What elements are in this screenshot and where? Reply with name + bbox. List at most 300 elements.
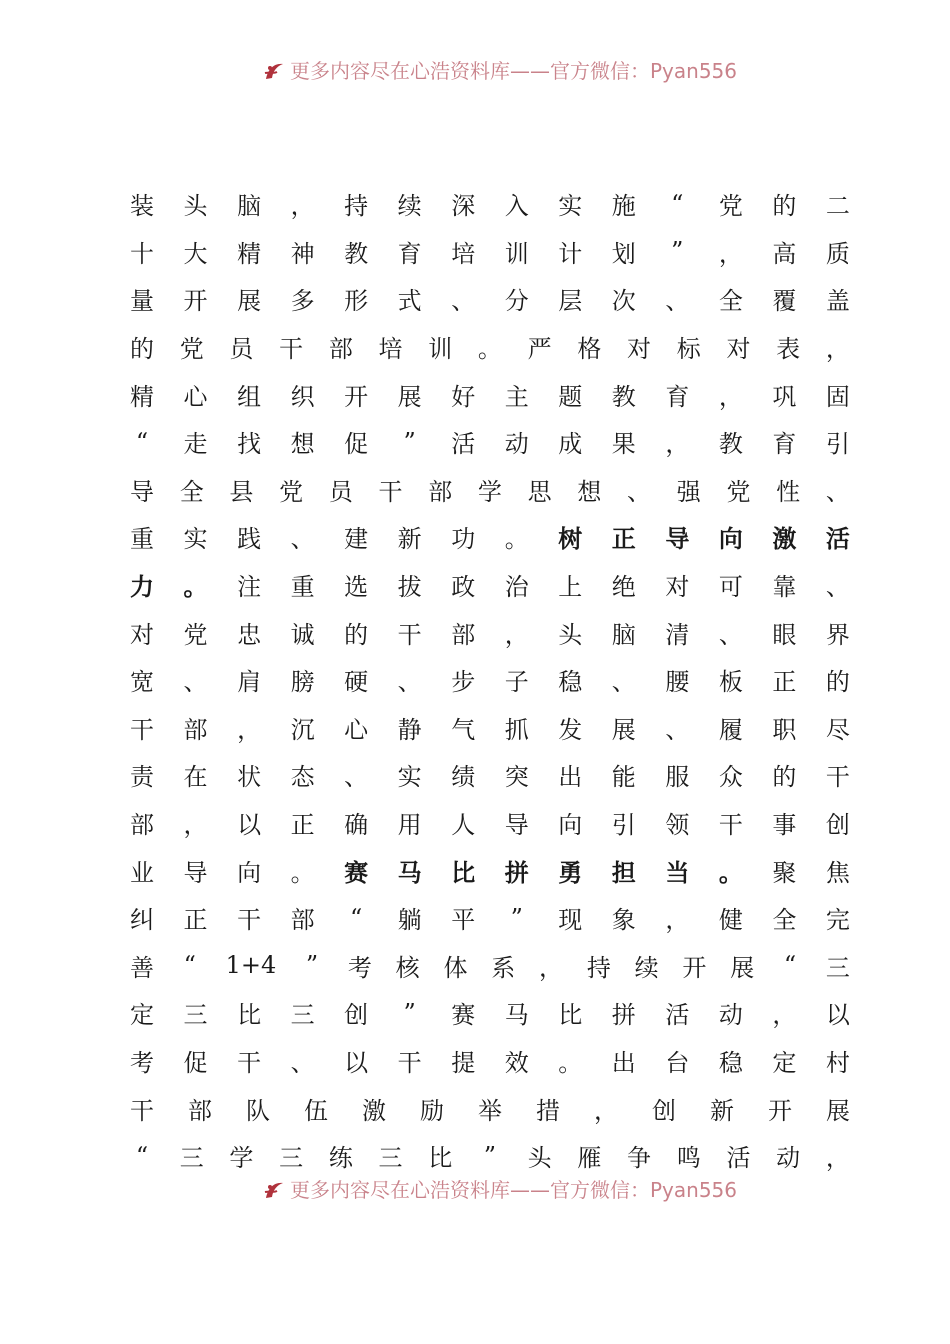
text-char: 肩: [237, 668, 262, 697]
text-char: 表: [776, 335, 801, 364]
text-char: 开: [682, 953, 707, 982]
text-char: 比: [451, 857, 476, 887]
text-line: [130, 704, 850, 752]
text-char: 绝: [611, 573, 636, 602]
text-char: 实: [183, 525, 208, 554]
text-char: 措: [536, 1096, 560, 1125]
text-char: 事: [772, 811, 797, 840]
text-char: 。: [290, 858, 315, 887]
text-char: 干: [279, 335, 304, 364]
text-char: 争: [627, 1144, 652, 1173]
text-line: [130, 942, 850, 990]
text-char: 多: [290, 287, 315, 316]
text-char: 的: [772, 763, 797, 792]
text-char: 系: [491, 953, 516, 982]
text-char: 固: [825, 382, 850, 411]
text-char: 展: [237, 287, 262, 316]
text-char: 绩: [451, 763, 476, 792]
text-char: 三: [179, 1144, 204, 1173]
text-char: 新: [397, 525, 422, 554]
text-char: ，: [665, 430, 690, 459]
text-char: 育: [665, 382, 690, 411]
text-char: 以: [237, 811, 262, 840]
text-char: 式: [397, 287, 422, 316]
text-char: 促: [344, 430, 369, 459]
text-char: 部: [183, 715, 208, 744]
text-char: 育: [397, 239, 422, 268]
text-line: [130, 751, 850, 799]
text-char: 想: [290, 430, 315, 459]
text-char: 沉: [290, 715, 315, 744]
text-char: 村: [825, 1048, 850, 1077]
text-char: 分: [504, 287, 529, 316]
text-char: ，: [718, 239, 743, 268]
text-char: 、: [451, 287, 476, 316]
text-char: 完: [825, 906, 850, 935]
text-char: 状: [237, 763, 262, 792]
text-char: ”: [483, 1141, 497, 1170]
text-char: 、: [825, 573, 850, 602]
text-char: 部: [328, 335, 353, 364]
text-char: 找: [237, 430, 262, 459]
text-char: 抓: [504, 715, 529, 744]
text-char: 头: [527, 1144, 552, 1173]
text-char: 党: [179, 335, 204, 364]
text-char: 眼: [772, 620, 797, 649]
text-char: 脑: [237, 192, 262, 221]
text-char: ，: [539, 953, 564, 982]
text-char: 计: [558, 239, 583, 268]
text-char: 脑: [611, 620, 636, 649]
text-char: 二: [825, 192, 850, 221]
text-char: 上: [558, 573, 583, 602]
text-char: 雁: [577, 1144, 602, 1173]
text-char: 干: [718, 811, 743, 840]
text-char: 马: [504, 1001, 529, 1030]
text-char: 三: [825, 953, 850, 982]
text-char: 功: [451, 525, 476, 554]
text-char: “: [671, 189, 684, 218]
text-char: ，: [825, 335, 850, 364]
text-char: 全: [179, 477, 204, 506]
text-char: 勇: [558, 857, 583, 887]
text-char: 举: [478, 1096, 502, 1125]
text-char: 干: [378, 477, 403, 506]
text-char: 开: [768, 1096, 792, 1125]
text-line: [130, 894, 850, 942]
text-char: 教: [344, 239, 369, 268]
text-char: 动: [718, 1001, 743, 1030]
text-char: 对: [665, 573, 690, 602]
text-char: 引: [611, 811, 636, 840]
text-char: 严: [527, 335, 552, 364]
text-char: 向: [718, 524, 743, 554]
text-char: 头: [558, 620, 583, 649]
text-char: 建: [344, 525, 369, 554]
text-char: ，: [183, 811, 208, 840]
text-char: “: [135, 427, 149, 456]
text-char: 服: [665, 763, 690, 792]
text-char: 形: [344, 287, 369, 316]
text-char: 静: [397, 715, 422, 744]
text-char: 。: [504, 525, 529, 554]
text-char: 创: [652, 1096, 676, 1125]
text-char: 躺: [397, 906, 422, 935]
text-char: 能: [611, 763, 636, 792]
text-char: 稳: [718, 1048, 743, 1077]
text-char: 、: [718, 620, 743, 649]
text-char: 平: [451, 906, 476, 935]
text-char: 施: [611, 192, 636, 221]
text-char: 动: [776, 1144, 801, 1173]
text-line: [130, 799, 850, 847]
text-char: 定: [772, 1048, 797, 1077]
text-char: 训: [504, 239, 529, 268]
text-char: 选: [344, 573, 369, 602]
text-char: 正: [290, 811, 315, 840]
text-char: 巩: [772, 382, 797, 411]
text-char: 练: [328, 1144, 353, 1173]
text-char: ，: [237, 715, 262, 744]
text-char: 领: [665, 811, 690, 840]
text-char: 学: [229, 1144, 254, 1173]
text-char: 学: [477, 477, 502, 506]
text-char: 导: [183, 858, 208, 887]
text-char: 象: [611, 906, 636, 935]
text-char: 注: [237, 573, 262, 602]
text-char: 神: [290, 239, 315, 268]
text-char: 培: [451, 239, 476, 268]
text-char: 马: [397, 857, 422, 887]
text-char: 宽: [130, 668, 154, 697]
text-char: 装: [130, 192, 154, 221]
text-char: 比: [558, 1001, 583, 1030]
text-char: 想: [577, 477, 602, 506]
text-char: 出: [611, 1048, 636, 1077]
text-char: 织: [290, 382, 315, 411]
text-char: 性: [776, 477, 801, 506]
text-char: ，: [504, 620, 529, 649]
text-char: 。: [558, 1048, 583, 1077]
text-char: “: [349, 903, 363, 932]
text-char: 气: [451, 715, 476, 744]
text-char: 活: [726, 1144, 751, 1173]
text-char: 稳: [558, 668, 583, 697]
text-char: 标: [676, 335, 701, 364]
text-char: 、: [611, 668, 636, 697]
text-char: 干: [397, 1048, 422, 1077]
text-char: 持: [344, 192, 369, 221]
text-char: 部: [451, 620, 476, 649]
text-char: 格: [577, 335, 602, 364]
text-char: ，: [665, 906, 690, 935]
text-char: 赛: [451, 1001, 476, 1030]
text-line: [130, 180, 850, 228]
text-char: 的: [130, 335, 154, 364]
text-line: [130, 1037, 850, 1085]
text-char: 以: [825, 1001, 850, 1030]
text-char: 导: [665, 524, 690, 554]
text-char: 重: [290, 573, 315, 602]
text-char: 三: [378, 1144, 403, 1173]
text-char: ”: [403, 427, 416, 456]
text-char: 部: [188, 1096, 212, 1125]
text-char: 实: [558, 192, 583, 221]
text-char: 持: [586, 953, 611, 982]
text-char: 界: [825, 620, 850, 649]
text-char: 、: [344, 763, 369, 792]
text-char: 拼: [504, 857, 529, 887]
text-char: 实: [397, 763, 422, 792]
text-char: 励: [420, 1096, 444, 1125]
text-char: 履: [718, 715, 743, 744]
text-char: 部: [290, 906, 315, 935]
text-char: 心: [183, 382, 208, 411]
text-char: 的: [772, 192, 797, 221]
text-char: 党: [279, 477, 304, 506]
body-text: [130, 180, 850, 1179]
text-char: 确: [344, 811, 369, 840]
text-char: 。: [718, 857, 743, 887]
watermark-footer: [0, 1174, 950, 1204]
text-char: 激: [772, 524, 797, 554]
text-char: 树: [558, 524, 583, 554]
text-char: 台: [665, 1048, 690, 1077]
text-char: 培: [378, 335, 403, 364]
red-flag-logo-icon: [262, 59, 286, 83]
text-char: 续: [397, 192, 422, 221]
text-char: 担: [611, 857, 636, 887]
text-char: 干: [397, 620, 422, 649]
text-char: 子: [504, 668, 529, 697]
text-char: 定: [130, 1001, 154, 1030]
text-char: 以: [344, 1048, 369, 1077]
text-line: [130, 370, 850, 418]
text-char: 治: [504, 573, 529, 602]
text-char: 正: [772, 668, 797, 697]
text-char: 展: [730, 953, 755, 982]
text-char: 干: [237, 906, 262, 935]
text-char: 三: [279, 1144, 304, 1173]
text-char: 导: [504, 811, 529, 840]
text-char: ，: [772, 1001, 797, 1030]
text-char: ，: [290, 192, 315, 221]
text-char: 、: [665, 715, 690, 744]
text-char: 板: [718, 668, 743, 697]
text-char: 比: [428, 1144, 453, 1173]
text-char: 三: [290, 1001, 315, 1030]
text-char: 动: [504, 430, 529, 459]
text-char: 用: [397, 811, 422, 840]
text-char: 对: [726, 335, 751, 364]
text-char: 清: [665, 620, 690, 649]
text-char: 创: [825, 811, 850, 840]
text-line: [130, 608, 850, 656]
text-line: [130, 656, 850, 704]
text-char: 走: [183, 430, 208, 459]
text-char: ”: [510, 903, 523, 932]
text-char: 活: [825, 524, 850, 554]
text-char: 正: [611, 524, 636, 554]
text-char: 党: [183, 620, 208, 649]
text-char: 导: [130, 477, 154, 506]
text-char: 突: [504, 763, 529, 792]
text-char: ，: [718, 382, 743, 411]
text-char: 。: [477, 335, 502, 364]
text-line: [130, 846, 850, 894]
text-char: 育: [772, 430, 797, 459]
text-char: 职: [772, 715, 797, 744]
text-char: 健: [718, 906, 743, 935]
text-char: 纠: [130, 906, 154, 935]
text-char: 教: [718, 430, 743, 459]
text-char: 业: [130, 858, 154, 887]
text-char: 步: [451, 668, 476, 697]
text-char: 体: [443, 953, 468, 982]
text-char: 众: [718, 763, 743, 792]
text-char: 党: [726, 477, 751, 506]
text-char: 成: [558, 430, 583, 459]
text-char: 大: [183, 239, 208, 268]
text-char: 对: [130, 620, 154, 649]
text-char: 出: [558, 763, 583, 792]
text-char: 硬: [344, 668, 369, 697]
red-flag-logo-icon: [262, 1178, 286, 1202]
text-char: 部: [130, 811, 154, 840]
text-char: 聚: [772, 858, 797, 887]
text-char: 重: [130, 525, 154, 554]
text-char: 忠: [237, 620, 262, 649]
text-char: 题: [558, 382, 583, 411]
text-char: 、: [290, 1048, 315, 1077]
text-char: 干: [130, 715, 154, 744]
text-char: 层: [558, 287, 583, 316]
text-char: 现: [558, 906, 583, 935]
text-char: 政: [451, 573, 476, 602]
text-char: 的: [825, 668, 850, 697]
text-char: 、: [825, 477, 850, 506]
text-line: [130, 275, 850, 323]
text-char: 质: [825, 239, 850, 268]
text-char: 尽: [825, 715, 850, 744]
text-char: 人: [451, 811, 476, 840]
text-char: 践: [237, 525, 262, 554]
text-char: 正: [183, 906, 208, 935]
text-char: 好: [451, 382, 476, 411]
text-char: 开: [183, 287, 208, 316]
text-char: 三: [183, 1001, 208, 1030]
text-char: “: [183, 951, 196, 980]
text-char: 精: [237, 239, 262, 268]
text-char: 力: [130, 572, 154, 602]
text-char: 激: [362, 1096, 386, 1125]
text-line: [130, 513, 850, 561]
text-char: 当: [665, 857, 690, 887]
text-line: [130, 228, 850, 276]
text-char: 干: [130, 1096, 154, 1125]
text-char: 、: [290, 525, 315, 554]
text-char: 责: [130, 763, 154, 792]
text-char: 的: [344, 620, 369, 649]
text-char: 干: [237, 1048, 262, 1077]
text-char: 发: [558, 715, 583, 744]
text-char: 、: [665, 287, 690, 316]
text-line: [130, 1132, 850, 1180]
text-char: 展: [611, 715, 636, 744]
text-char: 在: [183, 763, 208, 792]
text-char: 考: [130, 1048, 154, 1077]
text-char: ，: [594, 1096, 618, 1125]
text-char: 量: [130, 287, 154, 316]
text-run: 1+4: [225, 951, 277, 980]
text-char: 开: [344, 382, 369, 411]
text-char: 诚: [290, 620, 315, 649]
text-char: 组: [237, 382, 262, 411]
text-char: 员: [328, 477, 353, 506]
text-line: [130, 466, 850, 514]
text-char: 入: [504, 192, 529, 221]
text-char: 比: [237, 1001, 262, 1030]
text-char: 教: [611, 382, 636, 411]
text-char: 活: [665, 1001, 690, 1030]
text-char: 提: [451, 1048, 476, 1077]
text-char: 干: [825, 763, 850, 792]
text-line: [130, 561, 850, 609]
text-char: 伍: [304, 1096, 328, 1125]
text-char: 强: [676, 477, 701, 506]
text-char: 靠: [772, 573, 797, 602]
text-char: ，: [825, 1144, 850, 1173]
text-char: “: [135, 1141, 149, 1170]
text-char: 活: [451, 430, 476, 459]
text-char: 部: [428, 477, 453, 506]
text-char: 腰: [665, 668, 690, 697]
text-char: 十: [130, 239, 154, 268]
text-char: 促: [183, 1048, 208, 1077]
text-char: 展: [397, 382, 422, 411]
text-char: 深: [451, 192, 476, 221]
text-char: 高: [772, 239, 797, 268]
text-line: [130, 323, 850, 371]
text-char: 核: [395, 953, 420, 982]
text-char: 盖: [825, 287, 850, 316]
watermark-text: 更多内容尽在心浩资料库——官方微信：Pyan556: [290, 1178, 738, 1202]
text-char: 心: [344, 715, 369, 744]
text-char: 队: [246, 1096, 270, 1125]
text-char: 考: [347, 953, 372, 982]
watermark-text: 更多内容尽在心浩资料库——官方微信：Pyan556: [290, 59, 738, 83]
text-char: 。: [183, 572, 208, 602]
text-char: ”: [671, 237, 684, 266]
text-char: “: [783, 951, 797, 980]
text-char: 效: [504, 1048, 529, 1077]
text-char: 主: [504, 382, 529, 411]
text-char: 膀: [290, 668, 315, 697]
text-line: [130, 989, 850, 1037]
text-char: 党: [718, 192, 743, 221]
text-char: ”: [305, 951, 319, 980]
text-char: 善: [130, 953, 154, 982]
text-char: 创: [344, 1001, 369, 1030]
text-char: 次: [611, 287, 636, 316]
text-line: [130, 418, 850, 466]
text-char: 续: [634, 953, 659, 982]
text-char: 赛: [344, 857, 369, 887]
text-char: 焦: [825, 858, 850, 887]
text-char: 员: [229, 335, 254, 364]
text-char: 果: [611, 430, 636, 459]
text-char: 划: [611, 239, 636, 268]
